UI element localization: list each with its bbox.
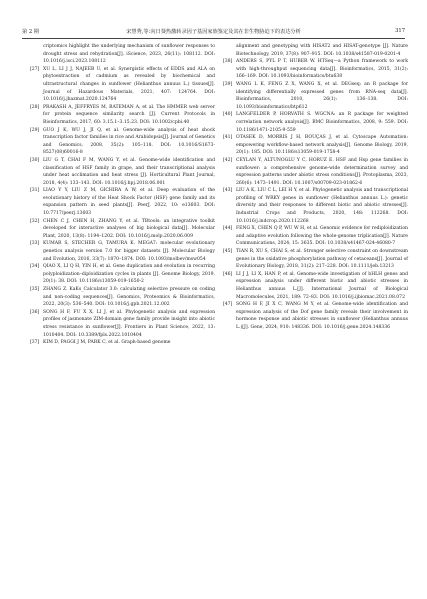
reference-number: [38] xyxy=(223,59,233,65)
reference-entry xyxy=(30,263,215,286)
reference-text: KIM D, PAGGI J M, PARK C, et al. Graph-based genome xyxy=(43,340,171,346)
reference-entry xyxy=(30,240,215,263)
reference-entry xyxy=(223,157,408,187)
reference-number: [32] xyxy=(30,218,40,224)
references-left-column xyxy=(30,43,215,347)
running-title: 宋慧秀,等:向日葵热激转录因子基因家族鉴定及其在非生物胁迫下的表达分析 xyxy=(126,29,301,35)
reference-entry xyxy=(223,248,408,271)
issue-label: 第 2 期 xyxy=(22,29,39,35)
reference-entry xyxy=(30,66,215,104)
reference-text: alignment and genotyping with HISAT2 and HISAT-genotype [J]. Nature Biotechnology, 2019, 37(8): 907–915. DOI: 10.1038/s41587-019-0201-4 xyxy=(236,44,408,57)
reference-entry xyxy=(30,286,215,309)
reference-text: OTASEK D, MORRIS J H, BOUÇAS J, et al. Cytoscape Automation: empowering workflow-based network analysis[J]. Genome Biology, 2019, 20(1): 185. DOI: 10.1186/s13059-019-1758-4 xyxy=(236,135,408,156)
header-rule xyxy=(22,38,405,39)
reference-number: [36] xyxy=(30,309,40,315)
reference-text: LI J J, LI X, HAN P, et al. Genome-wide investigation of bHLH genes and expression analysis under different biotic and abiotic stresses in Helianthus annuus L.[J]. International Journal of Biological Macromolecules, 2021, 189: 72–83. DOI: 10.1016/j.ijbiomac.2021.08.072 xyxy=(236,271,408,300)
reference-entry xyxy=(223,225,408,248)
reference-number: [44] xyxy=(223,226,233,232)
reference-number: [42] xyxy=(223,157,233,163)
reference-entry xyxy=(30,104,215,127)
reference-continuation xyxy=(30,43,215,66)
reference-number: [45] xyxy=(223,249,233,255)
reference-text: criptomics highlight the underlying mechanism of sunflower responses to drought stress and rehydration[J]. iScience, 2023, 26(11): 108112. DOI: 10.1016/j.isci.2023.108112 xyxy=(43,44,215,65)
reference-entry xyxy=(30,339,215,347)
reference-number: [35] xyxy=(30,287,40,292)
reference-entry xyxy=(223,58,408,81)
reference-text: LIU A K, LIU C L, LEI H Y, et al. Phylogenetic analysis and transcriptional profiling of WRKY genes in sunflower (Helianthus annuus L.): genetic diversity and their responses to different biotic and abiotic stresses[J]. Industrial Crops and Products, 2020, 148: 112268. DOI: 10.1016/j.indcrop.2020.112268 xyxy=(236,188,408,224)
reference-entry xyxy=(223,187,408,225)
reference-text: XU L, LI J J, NAJEEB U, et al. Synergistic effects of EDDS and ALA on phytoextraction of cadmium as revealed by biochemical and ultrastructural changes in sunflower (Helianthus annuus L.) tissues[J]. Journal of Hazardous Materials, 2021, 407: 124764. DOI: 10.1016/j.jhazmat.2020.124764 xyxy=(43,66,215,103)
reference-entry xyxy=(223,271,408,301)
reference-text: LIAO Y Y, LIU Z M, GICHIRA A W, et al. Deep evaluation of the evolutionary history of the Heat Shock Factor (HSF) gene family and its expansion pattern in seed plants[J]. PeerJ, 2022, 10: e13603. DOI: 10.7717/peerj.13603 xyxy=(43,188,215,217)
reference-text: WANG L K, FENG Z X, WANG X, et al. DEGseq: an R package for identifying differentially expressed genes from RNA-seq data[J]. Bioinformatics, 2010, 26(1): 136–138. DOI: 10.1093/bioinformatics/btp612 xyxy=(236,81,408,110)
reference-text: SONG H F, JI X C, WANG M Y, et al. Genome-wide identification and expression analysis of the Dof gene family reveals their involvement in hormone response and abiotic stresses in sunflower (Helianthus annuus L.)[J]. Gene, 2024, 910: 148336. DOI: 10.1016/j.gene.2024.148336 xyxy=(236,302,408,330)
reference-entry xyxy=(30,157,215,187)
reference-number: [30] xyxy=(30,157,40,163)
reference-number: [41] xyxy=(223,135,233,141)
reference-text: ANDERS S, PYL P T, HUBER W. HTSeq—a Python framework to work with high-throughput sequencing data[J]. Bioinformatics, 2015, 31(2): 166–169. DOI: 10.1093/bioinformatics/btu638 xyxy=(236,59,408,80)
reference-entry xyxy=(223,134,408,157)
reference-text: TIAN R, XU S, CHAI S, et al. Stronger selective constraint on downstream genes in the oxidative phosphorylation pathway of cetaceans[J]. Journal of Evolutionary Biology, 2018, 31(2): 217–228. DOI: 10.1111/jeb.13213 xyxy=(236,249,408,270)
references-right-column xyxy=(223,43,408,332)
reference-text: QIAO X, LI Q H, YIN H, et al. Gene duplication and evolution in recurring polyploidization–diploidization cycles in plants [J]. Genome Biology, 2019, 20(1): 38. DOI: 10.1186/s13059-019-1650-2 xyxy=(43,264,215,285)
reference-text: KUMAR S, STECHER G, TAMURA K. MEGA7: molecular evolutionary genetics analysis version 7.0 for bigger datasets [J]. Molecular Biology and Evolution, 2016, 33(7): 1870–1874. DOI: 10.1093/molbev/msw054 xyxy=(43,241,215,262)
reference-continuation xyxy=(223,43,408,58)
reference-number: [28] xyxy=(30,104,40,110)
reference-number: [43] xyxy=(223,188,233,194)
reference-text: LIU G T, CHAI F M, WANG Y, et al. Genome-wide identification and classification of HSF family in grape, and their transcriptional analysis under heat acclimation and heat stress [J]. Horticultural Plant Journal, 2018, 4(4): 133–143. DOI: 10.1016/j.hpj.2018.06.001 xyxy=(43,157,215,186)
reference-entry xyxy=(223,301,408,331)
reference-text: SONG H F, FU X X, LI J, et al. Phylogenetic analysis and expression profiles of jasmonate ZIM-domain gene family provide insight into abiotic stress resistance in sunflower[J]. Frontiers in Plant Science, 2022, 13: 1010404. DOI: 10.3389/fpls.2022.1010404 xyxy=(43,309,215,338)
reference-number: [31] xyxy=(30,188,40,194)
reference-entry xyxy=(30,127,215,157)
reference-entry xyxy=(30,187,215,217)
reference-text: LANGFELDER P, HORVATH S. WGCNA: an R package for weighted correlation network analysis[J]. BMC Bioinformatics, 2008, 9: 559. DOI: 10.1186/1471-2105-9-559 xyxy=(236,112,408,133)
reference-text: FENG X, CHEN Q P, WU W H, et al. Genomic evidence for rediploidization and adaptive evolution following the whole-genome triplication[J]. Nature Communications, 2024, 15: 3635. DOI: 10.1038/s41467-024-46080-7 xyxy=(236,226,408,247)
reference-text: PRAKASH A, JEFFRYES M, BATEMAN A, et al. The HMMER web server for protein sequence similarity search [J]. Current Protocols in Bioinformatics, 2017, 60: 3.15.1–3.15.23. DOI: 10.1002/cpbi.40 xyxy=(43,104,215,125)
reference-text: ZHANG Z. KaKs_Calculator 3.0: calculating selective pressure on coding and non-coding sequences[J]. Genomics, Proteomics & Bioinformatics, 2022, 20(3): 536–540. DOI: 10.1016/j.gpb.2021.12.002 xyxy=(43,287,215,308)
reference-entry xyxy=(30,218,215,241)
reference-number: [39] xyxy=(223,81,233,87)
reference-entry xyxy=(30,309,215,339)
reference-number: [29] xyxy=(30,127,40,133)
reference-number: [40] xyxy=(223,112,233,118)
running-header xyxy=(22,26,405,38)
page-number: 317 xyxy=(395,28,405,34)
reference-number: [27] xyxy=(30,66,40,72)
reference-number: [46] xyxy=(223,271,233,277)
reference-number: [33] xyxy=(30,241,40,247)
reference-entry xyxy=(223,111,408,134)
reference-number: [37] xyxy=(30,340,40,346)
reference-text: CHEN C J, CHEN H, ZHANG Y, et al. TBtools: an integrative toolkit developed for interactive analyses of big biological data[J]. Molecular Plant, 2020, 13(8): 1194–1202. DOI: 10.1016/j.molp.2020.06.009 xyxy=(43,218,215,239)
reference-text: CEYLAN Y, ALTUNOGLU Y C, HORUZ E. HSF and Hsp gene families in sunflower: a comprehensive genome-wide determination survey and expression patterns under abiotic stress conditions[J]. Protoplasma, 2023, 260(6): 1473–1491. DOI: 10.1007/s00709-023-01862-6 xyxy=(236,157,408,186)
reference-text: GUO J K, WU J, JI Q, et al. Genome-wide analysis of heat shock transcription factor families in rice and Arabidopsis[J]. Journal of Genetics and Genomics, 2008, 35(2): 105–118. DOI: 10.1016/S1673-8527(08)60016-8 xyxy=(43,127,215,156)
reference-number: [47] xyxy=(223,302,233,308)
reference-number: [34] xyxy=(30,264,40,270)
reference-entry xyxy=(223,81,408,111)
